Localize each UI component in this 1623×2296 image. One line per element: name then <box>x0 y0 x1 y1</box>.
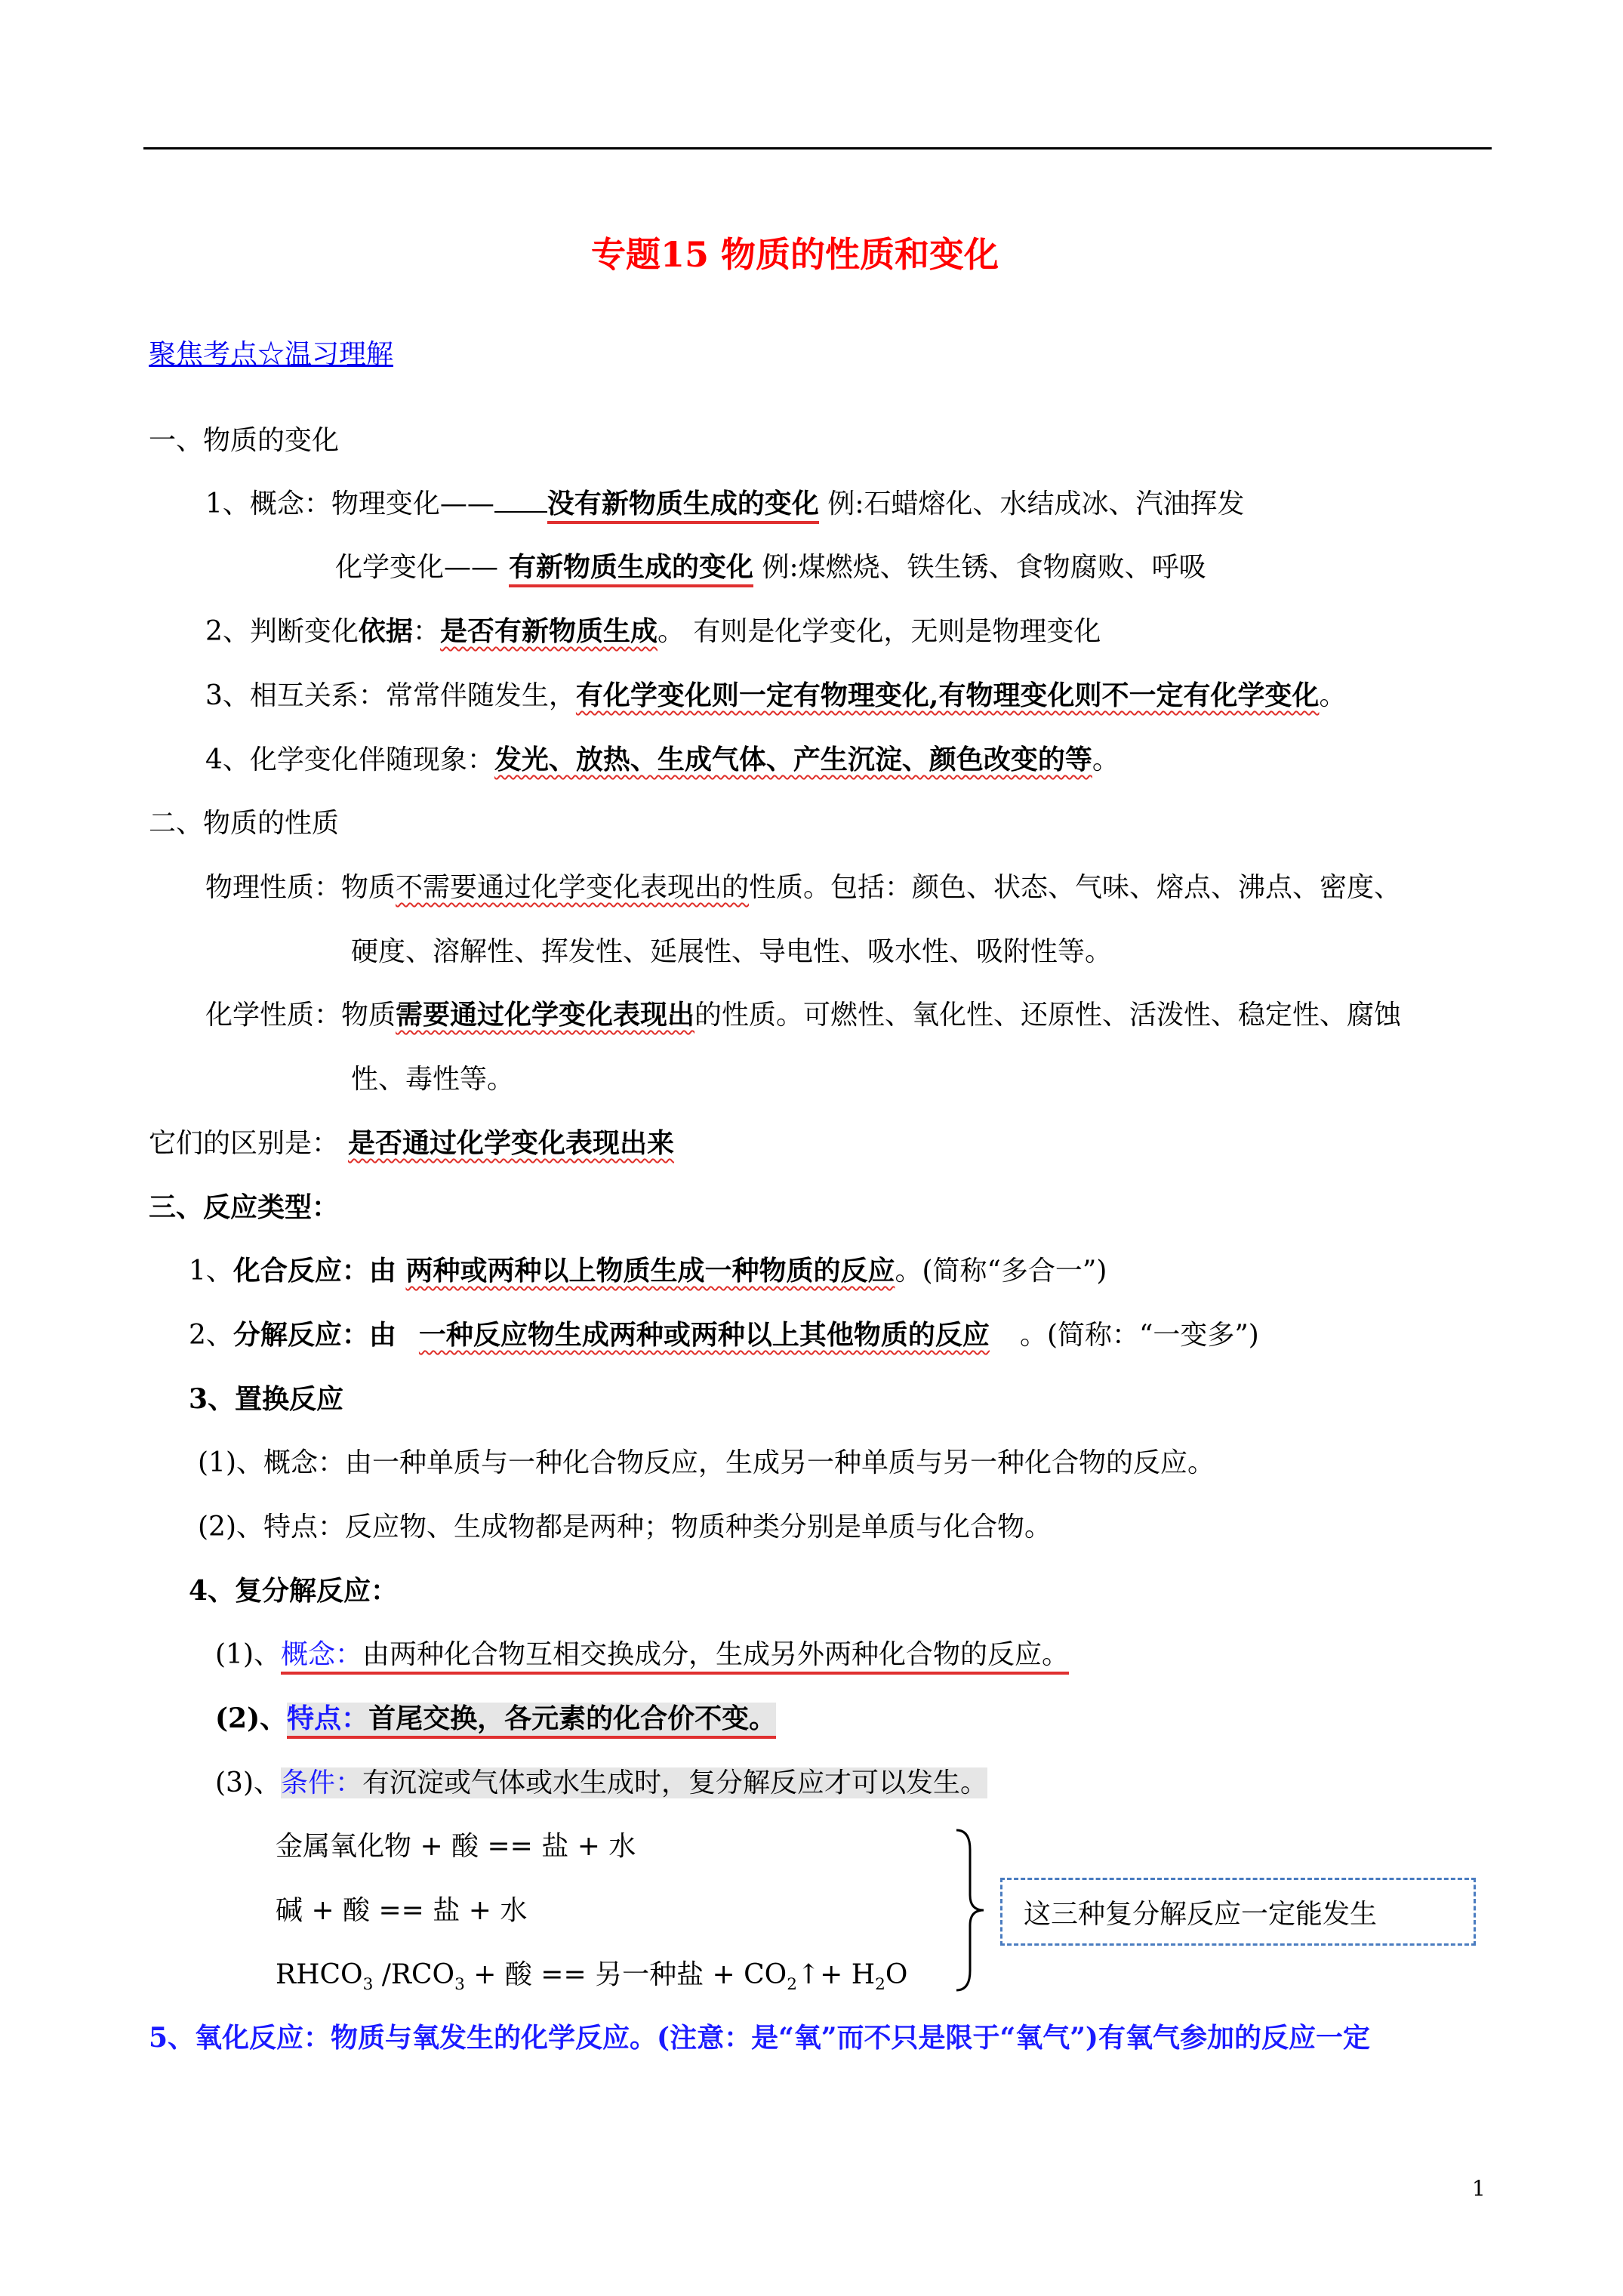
equation-1: 金属氧化物 + 酸 == 盐 + 水 <box>276 1831 636 1862</box>
text: 它们的区别是： <box>149 1128 340 1159</box>
emph: 分解反应：由 <box>233 1319 396 1351</box>
heading-s3: 三、反应类型： <box>149 1191 340 1223</box>
equation-3 <box>276 1959 907 1995</box>
emph: 发光、放热、生成气体、产生沉淀、颜色改变的等 <box>494 744 1092 775</box>
text: (1)、 <box>215 1639 281 1670</box>
text: + 酸 == 另一种盐 + CO <box>464 1959 787 1990</box>
emph: 有化学变化则一定有物理变化,有物理变化则不一定有化学变化 <box>575 680 1320 711</box>
text: 例:煤燃烧、铁生锈、食物腐败、呼吸 <box>762 552 1206 583</box>
page-title: 专题15 物质的性质和变化 <box>591 234 999 275</box>
text: /RCO <box>373 1959 455 1990</box>
emph: 有新物质生成的变化 <box>509 551 753 587</box>
heading-s2: 二、物质的性质 <box>149 808 340 839</box>
text: (2)、 <box>215 1703 288 1734</box>
subscript: 3 <box>362 1975 374 1995</box>
line-phenomena <box>205 744 1119 776</box>
line-chemical-property-cont: 性、毒性等。 <box>351 1064 515 1095</box>
line-displacement: 3、置换反应 <box>189 1383 344 1415</box>
page-number: 1 <box>1472 2176 1486 2201</box>
text: ： <box>412 616 440 647</box>
text: 化学变化—— <box>335 552 499 583</box>
top-rule <box>143 147 1492 149</box>
line-double-displacement: 4、复分解反应： <box>189 1575 399 1607</box>
line-physical-change <box>205 488 1245 520</box>
emph: 特点： <box>287 1703 368 1739</box>
text: 的性质。可燃性、氧化性、还原性、活泼性、稳定性、腐蚀 <box>694 1000 1402 1031</box>
text: 。 <box>1092 744 1119 775</box>
text: 。(简称：“一变多”) <box>1019 1320 1259 1351</box>
emph: 化合反应：由 <box>233 1255 406 1287</box>
line-decomposition <box>189 1319 1259 1351</box>
line-displacement-feature: (2)、特点：反应物、生成物都是两种；物质种类分别是单质与化合物。 <box>198 1512 1052 1542</box>
line-dd-concept <box>215 1638 1069 1671</box>
line-dd-condition <box>215 1767 987 1799</box>
emph: 不需要通过化学变化表现出的 <box>396 872 750 903</box>
text: 性质。包括：颜色、状态、气味、熔点、沸点、密度、 <box>749 872 1402 903</box>
emph: 首尾交换，各元素的化合价不变。 <box>368 1703 776 1739</box>
text: 例:石蜡熔化、水结成冰、汽油挥发 <box>827 488 1245 519</box>
emph: 一种反应物生成两种或两种以上其他物质的反应 <box>418 1319 990 1351</box>
line-physical-property-cont: 硬度、溶解性、挥发性、延展性、导电性、吸水性、吸附性等。 <box>351 936 1113 967</box>
text: 3、相互关系：常常伴随发生， <box>205 680 576 711</box>
callout-box <box>1000 1878 1476 1946</box>
section-link[interactable]: 聚焦考点☆温习理解 <box>149 339 394 370</box>
line-combination <box>189 1255 1107 1287</box>
line-physical-property <box>205 871 1401 904</box>
emph: 有沉淀或气体或水生成时，复分解反应才可以发生。 <box>362 1767 988 1798</box>
text: ↑+ H <box>796 1959 876 1990</box>
text: RHCO <box>276 1959 363 1990</box>
line-judge-basis <box>205 615 1101 648</box>
emph: 需要通过化学变化表现出 <box>396 999 695 1031</box>
line-difference <box>149 1127 674 1160</box>
text: O <box>885 1959 908 1990</box>
emph: 条件： <box>281 1767 363 1798</box>
callout-text: 这三种复分解反应一定能发生 <box>1024 1898 1378 1930</box>
text: 2、判断变化 <box>205 616 359 647</box>
text: 4、化学变化伴随现象： <box>205 744 494 775</box>
line-chemical-change <box>335 551 1206 584</box>
text: 2、 <box>189 1320 233 1351</box>
text: 化学性质：物质 <box>205 1000 396 1031</box>
line-dd-feature <box>215 1703 776 1735</box>
emph: 没有新物质生成的变化 <box>547 488 819 524</box>
emph: 两种或两种以上物质生成一种物质的反应 <box>405 1255 895 1287</box>
line-relationship <box>205 680 1346 712</box>
text: 物理性质：物质 <box>205 872 396 903</box>
text: 。 <box>1319 680 1347 711</box>
text: 。 有则是化学变化，无则是物理变化 <box>657 616 1101 647</box>
text: 1、 <box>189 1256 233 1287</box>
subscript: 2 <box>875 1975 885 1995</box>
line-displacement-concept: (1)、概念：由一种单质与一种化合物反应，生成另一种单质与另一种化合物的反应。 <box>198 1447 1215 1478</box>
emph: 概念： <box>281 1639 362 1675</box>
line-chemical-property <box>205 999 1401 1031</box>
right-brace-icon <box>947 1827 993 1993</box>
text: 1、概念：物理变化—— <box>205 488 494 519</box>
equation-2: 碱 + 酸 == 盐 + 水 <box>276 1895 528 1926</box>
emph: 由两种化合物互相交换成分，生成另外两种化合物的反应。 <box>362 1639 1069 1675</box>
line-oxidation: 5、氧化反应：物质与氧发生的化学反应。(注意：是“氧”而不只是限于“氧气”)有氧气参加的反应一定 <box>149 2022 1370 2054</box>
text: (3)、 <box>215 1767 281 1798</box>
emph: 依据 <box>358 615 413 647</box>
subscript: 3 <box>454 1975 465 1995</box>
heading-s1: 一、物质的变化 <box>149 425 340 456</box>
emph: 是否有新物质生成 <box>439 615 658 647</box>
subscript: 2 <box>787 1975 797 1995</box>
emph: 是否通过化学变化表现出来 <box>348 1127 675 1159</box>
text: 。(简称“多合一”) <box>895 1256 1107 1287</box>
